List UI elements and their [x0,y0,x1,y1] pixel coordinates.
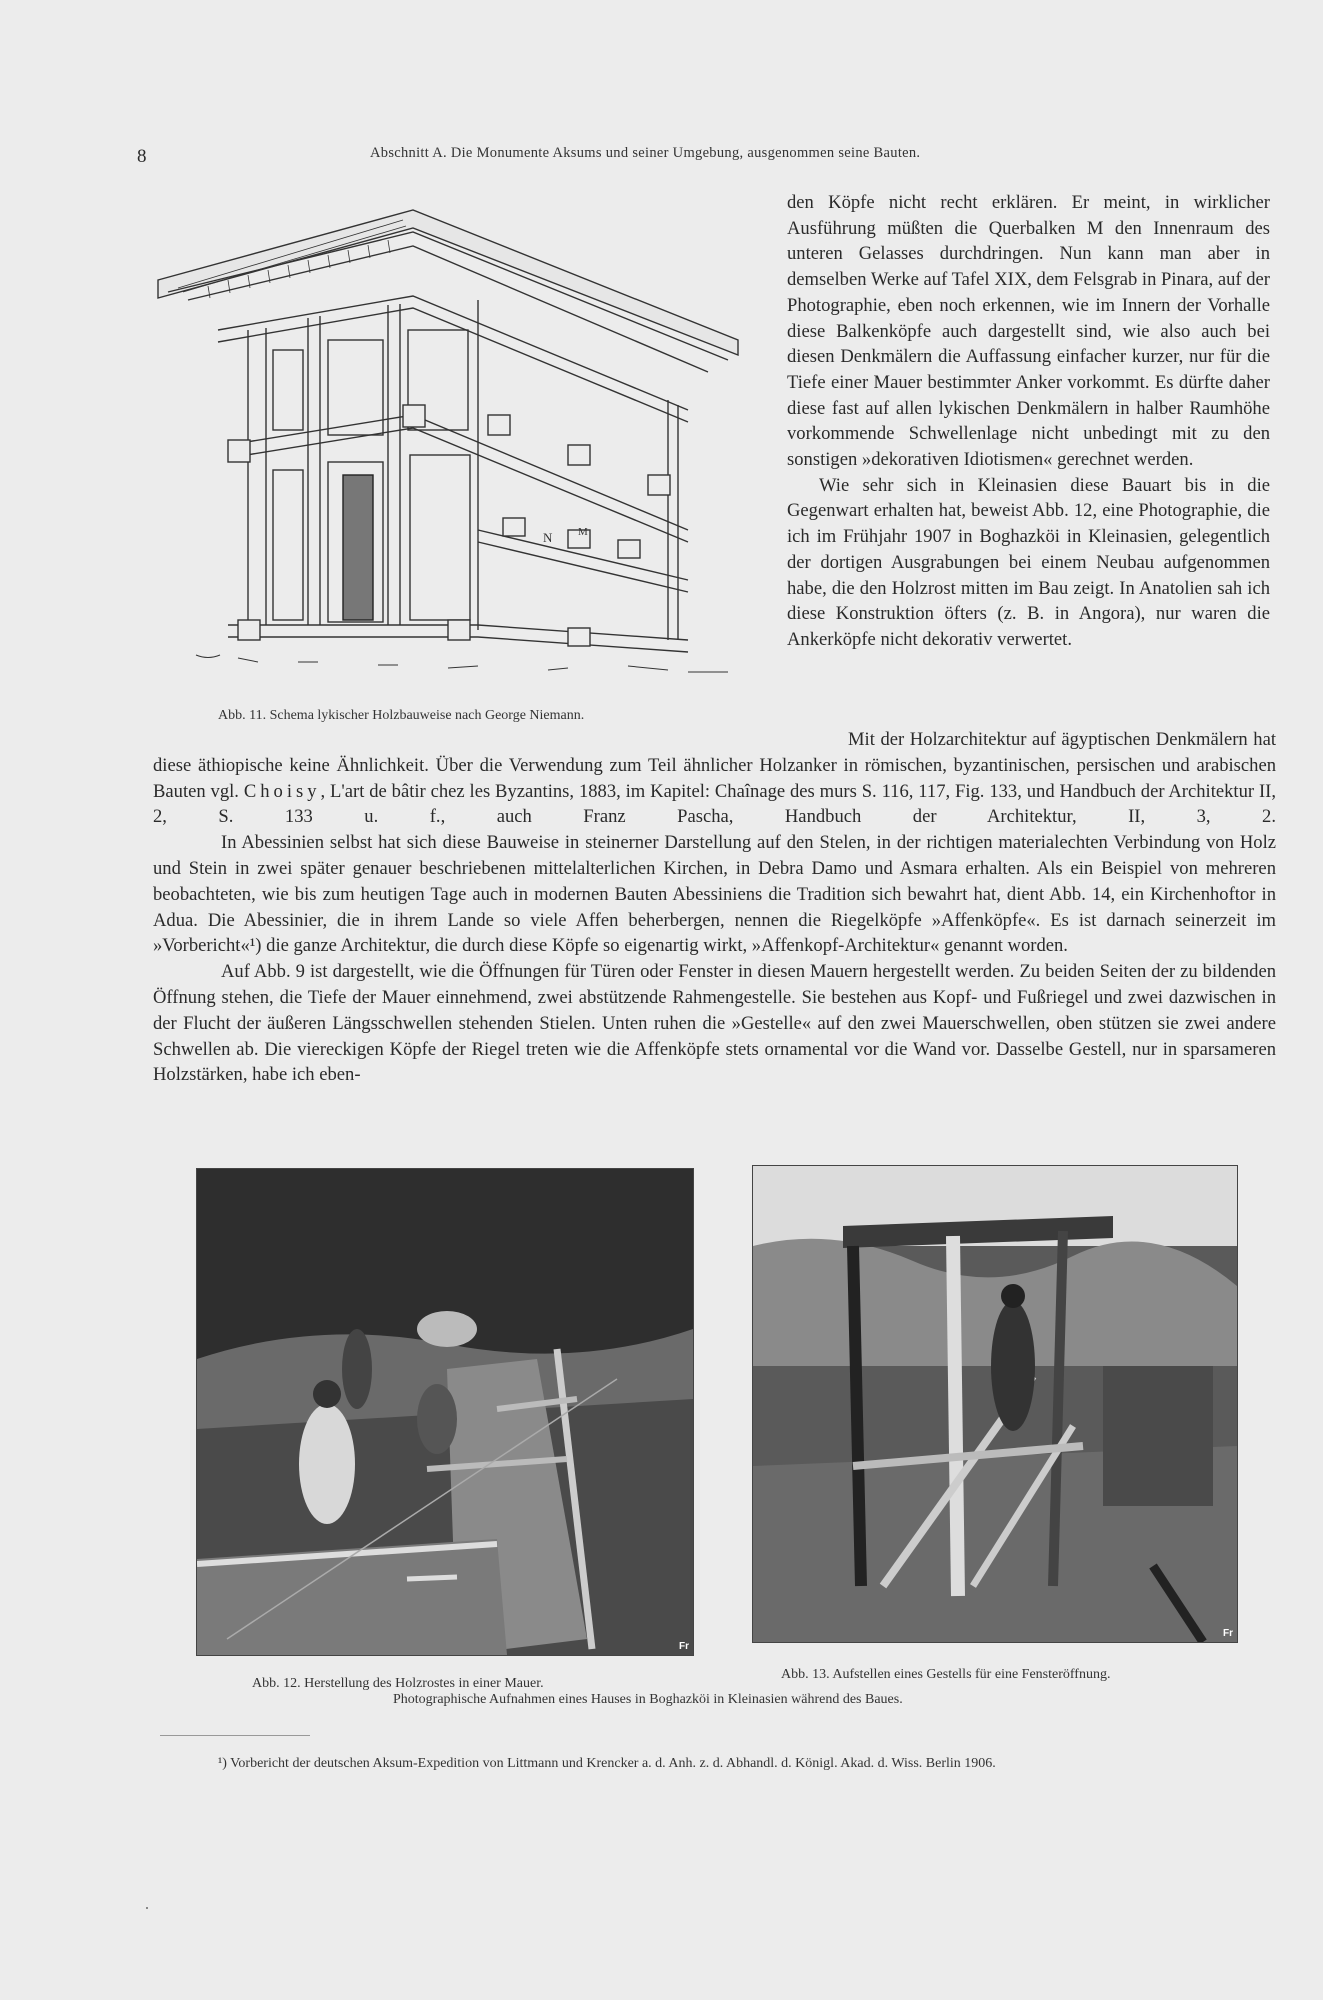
paragraph: den Köpfe nicht recht erklären. Er meint, in wirklicher Ausführung müßten die Querbalken M den Innenraum des unteren Gelasses durchdringen. Nun kann man aber in demselben Werke auf Tafel XIX, dem Felsgrab in Pinara, auf der Photographie, eben noch erkennen, wie im Innern der Vorhalle diese Balkenköpfe auch dargestellt sind, wie also auch bei diesen Denkmälern die Auffassung einfacher kurzer, nur für die Tiefe einer Mauer bestimmter Anker vorkommt. Es dürfte daher diese fast auf allen lykischen Denkmälern in halber Raumhöhe vorkommende Schwellenlage nicht unbedingt mit zu den sonstigen »dekorativen Idiotismen« gerechnet werden. [787,192,1270,471]
label-n: N [543,530,553,545]
photo-12 [196,1168,694,1656]
paragraph-1 [153,727,1276,830]
label-m: M [578,526,588,538]
photo-13-caption: Abb. 13. Aufstellen eines Gestells für eine Fensteröffnung. [781,1667,1111,1682]
footnote-divider [160,1735,310,1736]
paragraph-2: In Abessinien selbst hat sich diese Bauweise in steinerner Darstellung auf den Stelen, in der richtigen materialechten Verbindung von Holz und Stein in zwei später genauer beschriebenen mittelalterlichen Kirchen, in Debra Damo und Asmara erhalten. Als ein Beispiel von mehreren beobachteten, wie bis zum heutigen Tage auch in modernen Bauten Abessiniens die Tradition sich bewahrt hat, dient Abb. 14, ein Kirchenhoftor in Adua. Die Abessinier, die in ihrem Lande so viele Affen beherbergen, nennen die Riegelköpfe »Affenköpfe«. Es ist darnach seinerzeit im »Vorbericht«¹) die ganze Architektur, die durch diese Köpfe so eigenartig wirkt, »Affenkopf-Architektur« genannt worden. [153,832,1276,957]
paragraph-1-text: Mit der Holzarchitektur auf ägyptischen Denkmälern hat diese äthiopische keine Ähnlichkeit. Über die Verwendung zum Teil ähnlicher Holzanker in römischen, byzantinischen, persischen und arabischen Bauten vgl. [153,729,1276,802]
paragraph-3: Auf Abb. 9 ist dargestellt, wie die Öffnungen für Türen oder Fenster in diesen Mauern hergestellt werden. Zu beiden Seiten der zu bildenden Öffnung stehen, die Tiefe der Mauer einnehmend, zwei abstützende Rahmengestelle. Sie bestehen aus Kopf- und Fußriegel und zwei dazwischen in der Flucht der äußeren Längsschwellen stehenden Stielen. Unten ruhen die »Gestelle« auf den zwei Mauerschwellen, oben stützen sie zwei andere Schwellen ab. Die viereckigen Köpfe der Riegel treten wie die Affenköpfe stets ornamental vor die Wand vor. Dasselbe Gestell, nur in sparsameren Holzstärken, habe ich eben- [153,961,1276,1086]
photo-mark: Fr [679,1641,689,1652]
page-number: 8 [137,146,147,167]
photos-common-caption: Photographische Aufnahmen eines Hauses in Boghazköi in Kleinasien während des Baues. [393,1692,903,1707]
photo-13 [752,1165,1238,1643]
photo-mark: Fr [1223,1628,1233,1639]
right-column-text [787,190,1270,653]
running-head: Abschnitt A. Die Monumente Aksums und seiner Umgebung, ausgenommen seine Bauten. [370,145,921,161]
figure-11-drawing [148,200,748,700]
paragraph: Wie sehr sich in Kleinasien diese Bauart bis in die Gegenwart erhalten hat, beweist Abb. 12, eine Photographie, die ich im Frühjahr 1907 in Boghazköi in Kleinasien, gelegentlich der dortigen Ausgrabungen bei einem Neubau aufgenommen habe, die den Holzrost mitten im Bau zeigt. In Anatolien sah ich diese Konstruktion öfters (z. B. in Angora), nur waren die Ankerköpfe nicht dekorativ verwertet. [787,474,1270,650]
figure-11-caption: Abb. 11. Schema lykischer Holzbauweise nach George Niemann. [218,708,585,723]
ink-speck [146,1907,148,1909]
photo-12-caption: Abb. 12. Herstellung des Holzrostes in einer Mauer. [252,1676,544,1691]
paragraph-1-rest: , L'art de bâtir chez les Byzantins, 1883, im Kapitel: Chaînage des murs S. 116, 117, Fig. 133, und Handbuch der Architektur II, 2, S. 133 u. f., auch Franz Pascha, Handbuch der Architektur, II, 3, 2. [153,780,1276,828]
author-name: Choisy [243,780,321,802]
footnote: ¹) Vorbericht der deutschen Aksum-Expedition von Littmann und Krencker a. d. Anh. z. d. Abhandl. d. Königl. Akad. d. Wiss. Berlin 1906. [218,1756,996,1771]
main-text [153,727,1276,1088]
